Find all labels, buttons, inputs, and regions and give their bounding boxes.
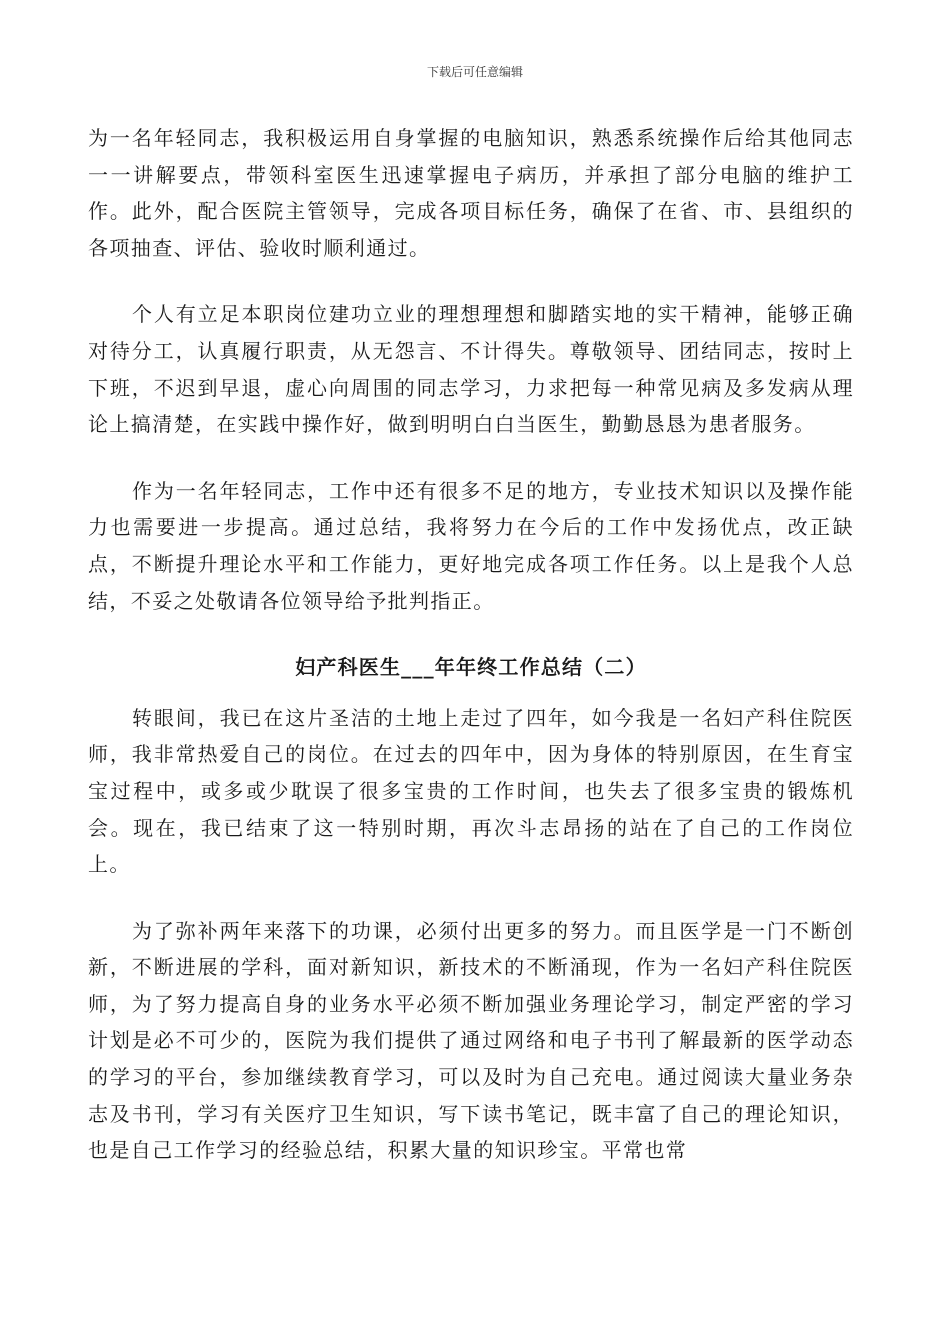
paragraph-1: 为一名年轻同志，我积极运用自身掌握的电脑知识，熟悉系统操作后给其他同志一一讲解要点，带领科室医生迅速掌握电子病历，并承担了部分电脑的维护工作。此外，配合医院主管领导，完成各项目标任务，确保了在省、市、县组织的各项抽查、评估、验收时顺利通过。 xyxy=(88,126,854,260)
paragraph-5: 为了弥补两年来落下的功课，必须付出更多的努力。而且医学是一门不断创新，不断进展的学科，面对新知识，新技术的不断涌现，作为一名妇产科住院医师，为了努力提高自身的业务水平必须不断加强业务理论学习，制定严密的学习计划是必不可少的，医院为我们提供了通过网络和电子书刊了解最新的医学动态的学习的平台，参加继续教育学习，可以及时为自己充电。通过阅读大量业务杂志及书刊，学习有关医疗卫生知识，写下读书笔记，既丰富了自己的理论知识，也是自己工作学习的经验总结，积累大量的知识珍宝。平常也常 xyxy=(88,918,854,1163)
paragraph-3: 作为一名年轻同志，工作中还有很多不足的地方，专业技术知识以及操作能力也需要进一步提高。通过总结，我将努力在今后的工作中发扬优点，改正缺点，不断提升理论水平和工作能力，更好地完成各项工作任务。以上是我个人总结，不妥之处敬请各位领导给予批判指正。 xyxy=(88,478,854,613)
section-title: 妇产科医生___年年终工作总结（二） xyxy=(295,655,647,680)
paragraph-gap xyxy=(88,266,854,296)
paragraph-4: 转眼间，我已在这片圣洁的土地上走过了四年，如今我是一名妇产科住院医师，我非常热爱自己的岗位。在过去的四年中，因为身体的特别原因，在生育宝宝过程中，或多或少耽误了很多宝贵的工作时间，也失去了很多宝贵的锻炼机会。现在，我已结束了这一特别时期，再次斗志昂扬的站在了自己的工作岗位上。 xyxy=(88,705,854,877)
title-gap xyxy=(88,686,854,700)
paragraph-gap xyxy=(88,883,854,913)
paragraph-gap xyxy=(88,619,854,649)
paragraph-2: 个人有立足本职岗位建功立业的理想理想和脚踏实地的实干精神，能够正确对待分工，认真履行职责，从无怨言、不计得失。尊敬领导、团结同志，按时上下班，不迟到早退，虚心向周围的同志学习，力求把每一种常见病及多发病从理论上搞清楚，在实践中操作好，做到明明白白当医生，勤勤恳恳为患者服务。 xyxy=(88,302,854,437)
document-body xyxy=(88,120,854,1169)
paragraph-gap xyxy=(88,443,854,473)
page-header-note: 下载后可任意编辑 xyxy=(426,65,523,79)
